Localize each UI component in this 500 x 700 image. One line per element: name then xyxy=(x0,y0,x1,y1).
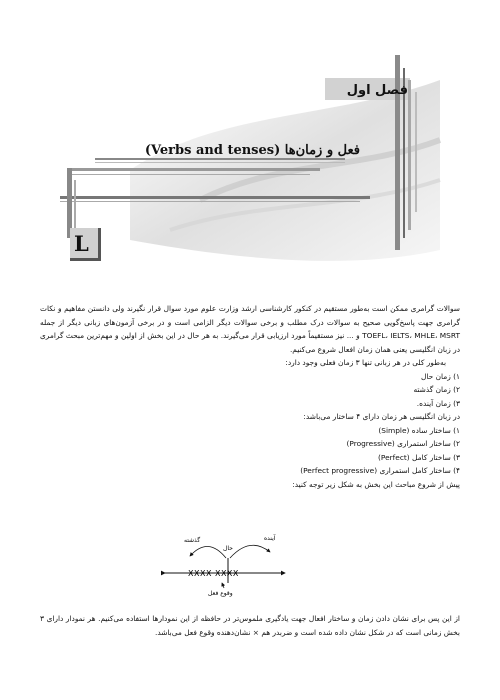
list-item: ۴) ساختار کامل استمراری (Perfect progressive) xyxy=(300,466,460,475)
timeline-diagram xyxy=(160,528,290,598)
chapter-letter: L xyxy=(74,231,89,256)
list-item: ۱) ساختار ساده (Simple) xyxy=(378,425,460,435)
closing-paragraph: از این پس برای نشان دادن زمان و ساختار افعال جهت یادگیری ملموس‌تر در حافظه از این نمودارها استفاده می‌کنیم. هر نمودار دارای ۳ بخش زمانی است که در شکل نشان داده شده است و ضربدر هم × نشان‌دهنده وقوع فعل می‌باشد. xyxy=(40,614,460,637)
list-item: ۳) زمان آینده. xyxy=(416,398,460,408)
list-item: ۳) ساختار کامل (Perfect) xyxy=(378,452,460,462)
structures-list xyxy=(40,424,460,478)
chapter-title: فعل و زمان‌ها (Verbs and tenses) xyxy=(144,143,360,158)
label-past: گذشته xyxy=(184,537,201,544)
list-item: ۲) زمان گذشته xyxy=(413,385,460,394)
label-present: حال xyxy=(223,545,233,552)
diagram-intro: پیش از شروع مباحث این بخش به شکل زیر توجه کنید: xyxy=(292,479,460,489)
chapter-body xyxy=(40,302,460,491)
label-occurrence: وقوع فعل xyxy=(208,590,233,597)
chapter-label: فصل اول xyxy=(346,83,408,98)
general-intro: به‌طور کلی در هر زبانی تنها ۳ زمان فعلی وجود دارد: xyxy=(285,358,446,367)
label-future: آینده xyxy=(264,535,276,542)
timeline-marks: XXXX XXXX xyxy=(188,569,239,578)
list-item: ۱) زمان حال xyxy=(421,371,460,381)
list-item: ۲) ساختار استمراری (Progressive) xyxy=(346,439,460,448)
structures-intro: در زبان انگلیسی هر زمان دارای ۴ ساختار می‌باشد: xyxy=(303,412,460,421)
tenses-list xyxy=(40,370,460,411)
intro-paragraph: سوالات گرامری ممکن است به‌طور مستقیم در کنکور کارشناسی ارشد وزارت علوم مورد سوال قرار نگیرند ولی دانستن مفاهیم و نکات گرامری جهت پاسخ‌گویی صحیح به سوالات درک مطلب و برخی سوالات دیگر الزامی است و در برخی آزمون‌های زبانی دیگر از جمله TOEFL، IELTS، MHLE، MSRT و ... نیز مستقیماً مورد ارزیابی قرار می‌گیرند. به هر حال در این بخش از اولین و مهم‌ترین مبحث گرامری در زبان انگلیسی یعنی همان زمان افعال شروع می‌کنیم. xyxy=(40,304,460,354)
